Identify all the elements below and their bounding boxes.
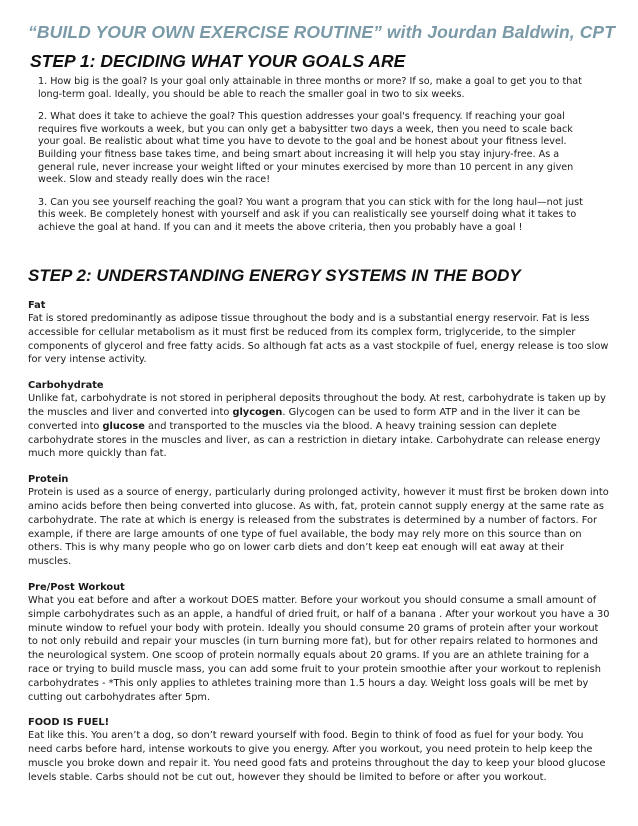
document-header: “BUILD YOUR OWN EXERCISE ROUTINE” with Jourdan Baldwin, CPT	[28, 22, 615, 42]
protein-text: Protein is used as a source of energy, particularly during prolonged activity, however it must first be broken down into amino acids before then being converted into glucose. As with, fat, protein cannot supply energy at the same rate as carbohydrate. The rate at which is energy is released from the substrates is determined by a number of factors. For example, if there are large amounts of one type of fuel available, the body may rely more on this source than on others. This is why many people who go on lower carb diets and don’t keep eat enough will eat away at their muscles.	[28, 487, 609, 568]
fat-heading: Fat	[28, 300, 46, 311]
fat-text: Fat is stored predominantly as adipose tissue throughout the body and is a substantial energy reservoir. Fat is less accessible for cellular metabolism as it must first be reduced from its complex form, triglyceride, to the simpler components of glycerol and free fatty acids. So although fat acts as a vast stockpile of fuel, energy release is too slow for very intense activity.	[28, 313, 609, 366]
carbohydrate-text-part-2: . Glycogen can be used to form ATP and in the liver it can be converted into	[28, 406, 581, 432]
fat-section	[28, 299, 610, 367]
prepost-heading: Pre/Post Workout	[28, 581, 125, 593]
carbohydrate-section	[28, 379, 610, 461]
step1-paragraph-3: 3. Can you see yourself reaching the goal? You want a program that you can stick with for the long haul—not just this week. Be completely honest with yourself and ask if you can realistically see yourself doing what it takes to achieve the goal at hand. If you can and it meets the above criteria, then you probably have a goal !	[38, 196, 583, 233]
prepost-text: What you eat before and after a workout DOES matter. Before your workout you should consume a small amount of simple carbohydrates such as an apple, a handful of dried fruit, or half of a banana . After your workout you have a 30 minute window to refuel your body with protein. Ideally you should consume 20 grams of protein after your workout to not only rebuild and repair your muscles (in turn burning more fat), but for other repairs related to hormones and the neurological system. One scoop of protein normally equals about 20 grams. If you are an athlete training for a race or trying to build muscle mass, you can add some fruit to your protein smoothie after your workout to replenish carbohydrates - *This only applies to athletes training more than 1.5 hours a day. Weight loss goals will be met by cutting out carbohydrates after 5pm.	[28, 594, 610, 703]
step1-paragraph-2: 2. What does it take to achieve the goal? This question addresses your goal's frequency. If reaching your goal requires five workouts a week, but you can only get a babysitter two days a week, then you need to scale back your goal. Be realistic about what time you have to devote to the goal and be honest about your fitness level. Building your fitness base takes time, and being smart about increasing it will help you stay injury-free. As a general rule, never increase your weight lifted or your minutes exercised by more than 10 percent in any given week. Slow and steady really does win the race!	[38, 111, 574, 186]
carbohydrate-text-part-1: Unlike fat, carbohydrate is not stored in peripheral deposits throughout the body. At rest, carbohydrate is taken up by the muscles and liver and converted into	[28, 393, 606, 418]
food-section	[28, 716, 610, 784]
food-heading: FOOD IS FUEL!	[28, 717, 110, 729]
step1-paragraph-1: 1. How big is the goal? Is your goal only attainable in three months or more? If so, make a goal to get you to that long-term goal. Ideally, you should be able to reach the smaller goal in two to six weeks.	[38, 76, 582, 100]
glucose-term: glucose	[102, 420, 145, 432]
step2-title: STEP 2: UNDERSTANDING ENERGY SYSTEMS IN THE BODY	[28, 266, 521, 285]
step1-title: STEP 1: DECIDING WHAT YOUR GOALS ARE	[30, 51, 406, 71]
step2-body	[28, 299, 610, 797]
step1-body	[38, 76, 594, 245]
carbohydrate-heading: Carbohydrate	[28, 380, 104, 392]
protein-section	[28, 473, 610, 569]
protein-heading: Protein	[28, 474, 69, 486]
glycogen-term: glycogen	[232, 406, 283, 418]
prepost-section	[28, 581, 610, 704]
carbohydrate-text	[28, 392, 610, 461]
food-text: Eat like this. You aren’t a dog, so don’t reward yourself with food. Begin to think of food as fuel for your body. You need carbs before hard, intense workouts to give you energy. After you workout, you need protein to help keep the muscle you broke down and repair it. You need good fats and proteins throughout the day to keep your blood glucose levels stable. Carbs should not be cut out, however they should be limited to before or after you workout.	[28, 730, 606, 783]
carbohydrate-text-part-3: and transported to the muscles via the blood. A heavy training session can deplete carbohydrate stores in the muscles and liver, as can a restriction in dietary intake. Carbohydrate can release energy much more quickly than fat.	[28, 420, 601, 460]
